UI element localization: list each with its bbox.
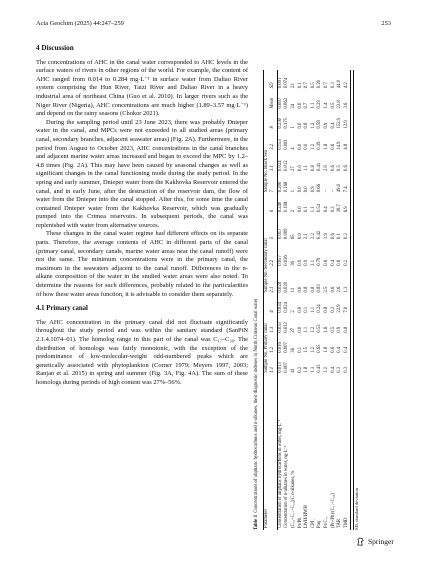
table-cell: 36 <box>290 348 296 353</box>
table-cell: 1 <box>290 126 296 129</box>
table-cell: 2.5 <box>323 286 329 293</box>
table-cell: 12.9 <box>343 120 349 129</box>
text-column <box>36 44 248 388</box>
table-cell: 0.54 <box>317 204 323 213</box>
table-row-parameter: TAR <box>337 519 343 528</box>
table-cell: 4.2 <box>343 82 349 89</box>
table-cell: 0.0 <box>297 186 303 193</box>
table-cell: 1.1 <box>304 326 310 333</box>
table-cell: 1.1 <box>310 206 316 213</box>
table-cell: 0.007 <box>284 342 290 353</box>
discussion-paragraph-1: The concentrations of AHC in the canal water corresponded to AHC levels in the surface waters of rivers in other regions of the world. For example, the content of AHC ranged from 0.014 to 0.284 mg·L⁻¹ in surface water from Daliao River system comprising the Hun River, Taizi River and Daliao River in a heavy industrial area of northeast China (Guo et al. 2010). In larger rivers such as the Niger River (Nigeria), AHC concentrations are much higher (1.89–3.57 mg·L⁻¹) and depend on the rainy seasons (Chokor 2021). <box>36 58 248 118</box>
table-row-parameter: Concentration of n-alkanes in water, ng·L⁻¹ <box>284 445 290 528</box>
table-cell: 1.2 <box>323 366 329 373</box>
table-cell: 0.4 <box>330 366 336 373</box>
table-group-header: Sample No. Black Sea <box>263 150 269 193</box>
discussion-paragraph-3: These changes in the canal water regime had different effects on its separate parts. Therefore, the average contents of AHC in different parts of the canal (primary canal, secondary canals, marine water areas near the canal runoff) were not the same. The minimum concentrations were in the primary canal, the maximum in the seawaters adjacent to the canal runoff. Differences in the n-alkane composition of the water in the studied water areas were also noted. To determine the reasons for such differences, probably related to the particularities of how these water areas function, it is advisable to consider them separately. <box>36 230 248 298</box>
table-cell: 0.6 <box>323 259 329 266</box>
table-cell: 1.2 <box>310 326 316 333</box>
table-cell: 0.29 <box>317 100 323 109</box>
table-column-header: 2.2 <box>270 259 276 266</box>
table-column-header: 1.3 <box>270 326 276 333</box>
table-caption-text: Concentrations of aliphatic hydrocarbons and n-alkanes, their diagnostic indexes in North Crimean Canal water <box>254 298 259 513</box>
table-cell: 0.3 <box>337 366 343 373</box>
table-cell: 0.4 <box>343 346 349 353</box>
table-cell: 7.4 <box>343 186 349 193</box>
table-cell: 0.200 <box>277 181 283 193</box>
table-cell: 0.057 <box>277 255 283 266</box>
table-cell: 0.3 <box>330 82 336 89</box>
section-title: 4 Discussion <box>36 44 74 52</box>
table-cell: 27 <box>290 327 296 333</box>
table-cell: 0.013 <box>277 362 283 373</box>
table-cell: 0.062 <box>284 97 290 109</box>
table-row <box>344 70 351 530</box>
table-cell: 1.3 <box>310 366 316 373</box>
table-cell: 0.8 <box>310 165 316 171</box>
table-cell: 0.8 <box>343 326 349 333</box>
table-cell: 0.7 <box>304 102 310 109</box>
table-row <box>317 70 324 530</box>
table-cell: 1.1 <box>310 259 316 266</box>
table-cell: 39.7 <box>337 204 343 213</box>
table-cell: 2.6 <box>337 286 343 293</box>
table-cell: 0.8 <box>304 286 310 293</box>
table-cell: 0.074 <box>284 77 290 89</box>
table-cell: 41 <box>290 368 296 373</box>
table-cell: 0.8 <box>323 306 329 313</box>
table-cell: 0.4 <box>330 259 336 266</box>
table-group-header-row <box>263 70 270 530</box>
discussion-paragraph-2: During the sampling period until 23 June 2023, there was probably Dnieper water in the canal, and MPCs were not exceeded in all studied areas (primary canal, secondary branches, adjacent seawater areas) (Fig. 2A). Furthermore, in the period from August to October 2023, AHC concentrations in the canal branches and adjacent marine water areas increased and began to exceed the MPC by 1.2–4.8 times (Fig. 2A). This may have been caused by seasonal changes as well as significant changes in the canal functioning mode during the study period. In the spring and early summer, Dnieper water from the Kakhovka Reservoir entered the canal, and in early June, after the destruction of the reservoir dam, the flow of water from the Dnieper into the canal stopped. After this, for some time the canal contained Dnieper water from the Kakhovka Reservoir, which was gradually pumped into the Crimea reservoirs. In subsequent periods, the canal was replenished with water from alternative sources. <box>36 118 248 229</box>
table-cell: 65 <box>290 234 296 240</box>
table-cell: 7.0 <box>343 306 349 313</box>
table-row-parameter: TMD <box>343 517 349 528</box>
rotated-table <box>254 70 392 530</box>
table-cell: 2.0 <box>323 165 329 171</box>
table-row-parameter: Pr/Ph <box>297 517 303 528</box>
table-cell: 0.3 <box>330 306 336 313</box>
table-cell: 1.2 <box>310 346 316 353</box>
table-cell: 0.6 <box>330 143 336 150</box>
table-cell: 0.091 <box>277 77 283 89</box>
table-cell: 0.0 <box>304 143 310 150</box>
table-cell: 0.0 <box>297 286 303 293</box>
table-cell: 0.017 <box>277 228 283 240</box>
table-cell: 0.6 <box>337 259 343 266</box>
table-cell: 1.6 <box>323 326 329 333</box>
table-cell: 0.0 <box>297 102 303 109</box>
table-cell: 0.4 <box>337 346 343 353</box>
table-cell: 0.007 <box>284 362 290 373</box>
table-column-header: 6 <box>270 209 276 213</box>
table-cell: – <box>323 189 329 193</box>
table-column-header: 5 <box>270 236 276 240</box>
table-cell: 1.5 <box>304 346 310 353</box>
table-cell: 4 <box>290 147 296 150</box>
table-cell: 3.6 <box>343 102 349 109</box>
table-row-parameter: (Pr+Ph)/(C₁₇+C₁₈) <box>330 493 336 528</box>
table-cell: 49.0 <box>337 184 343 193</box>
table-cell: 0.52 <box>317 324 323 333</box>
table-cell: 0.9 <box>304 259 310 266</box>
table-column-header: 8 <box>270 126 276 129</box>
table-cell: 0.7 <box>304 82 310 89</box>
table-cell: 0.41 <box>317 162 323 171</box>
publisher-mark <box>356 537 394 546</box>
table-cell: 0.1 <box>304 306 310 313</box>
table-cell: 0.198 <box>284 201 290 213</box>
table-column-header-row <box>270 70 277 530</box>
table-cell: 0.9 <box>323 122 329 129</box>
table-cell: 0.65 <box>317 344 323 353</box>
table-cell: 0.087 <box>277 97 283 109</box>
table-group-header: Sample No. Primary canal <box>263 323 269 373</box>
table-cell: 0.1 <box>304 206 310 213</box>
table-cell: 0.1 <box>297 346 303 353</box>
subsection-title: 4.1 Primary canal <box>36 305 88 313</box>
table-cell: 22.9 <box>337 304 343 313</box>
table-column-header: Mean <box>270 97 276 109</box>
table-cell: 23 <box>290 83 296 89</box>
table-column-header: SD <box>270 82 276 89</box>
table-cell: 0.83 <box>317 284 323 293</box>
table-label: Table 3 <box>254 515 259 530</box>
table-footnote: SD, standard deviation <box>353 70 361 530</box>
table-cell: 24 <box>290 103 296 109</box>
table-cell: 0.0 <box>297 143 303 150</box>
table-cell: 1.1 <box>304 165 310 171</box>
table-cell: 0.58 <box>317 120 323 129</box>
table-column-header: 1.2 <box>270 346 276 353</box>
data-table <box>263 70 352 530</box>
table-cell: 2 <box>290 209 296 213</box>
table-cell: 0.6 <box>330 286 336 293</box>
table-cell: 0.0 <box>297 122 303 129</box>
table-cell: 0.1 <box>337 233 343 240</box>
table-cell: 1.1 <box>310 102 316 109</box>
table-cell: 0.6 <box>330 233 336 240</box>
table-row <box>298 70 305 530</box>
table-cell: 0.5 <box>330 102 336 109</box>
table-row-parameter: Paq <box>317 520 323 528</box>
table-cell: 0.7 <box>323 82 329 89</box>
table-column-header: 1.1 <box>270 366 276 373</box>
table-cell: 0.0 <box>304 186 310 193</box>
table-cell: 0.009 <box>284 228 290 240</box>
table-row <box>311 70 318 530</box>
table-cell: 1.4 <box>323 102 329 109</box>
table-cell: 2.2 <box>310 233 316 240</box>
table-row-parameter: CPI₁ <box>310 519 316 528</box>
table-cell: 0.20 <box>317 79 323 89</box>
table-cell: 0.2 <box>297 366 303 373</box>
table-row-parameter: LWH/HWH <box>304 505 310 528</box>
table-caption <box>254 70 261 530</box>
table-cell: 1.1 <box>310 306 316 313</box>
table-column-header: 7 <box>270 189 276 193</box>
table-cell: 0.5 <box>337 165 343 171</box>
table-cell: 0.081 <box>284 139 290 150</box>
table-cell: 13 <box>290 287 296 293</box>
table-cell: 0.5 <box>310 82 316 89</box>
table-cell: 2.1 <box>304 233 310 240</box>
table-cell: 0.43 <box>317 364 323 373</box>
table-cell: 0.39 <box>317 141 323 150</box>
table-cell: 0.0 <box>297 233 303 240</box>
table-cell: 0.5 <box>330 326 336 333</box>
table-cell: 1.8 <box>304 366 310 373</box>
table-cell: 0.1 <box>297 82 303 89</box>
journal-citation: Acta Geochim (2025) 44:247–259 <box>36 20 124 27</box>
table-cell: 0.0 <box>297 326 303 333</box>
table-cell: 0.0 <box>297 306 303 313</box>
table-cell: 0.036 <box>284 255 290 266</box>
table-cell: – <box>330 189 336 193</box>
table-cell: 0.175 <box>284 117 290 129</box>
table-cell: 1.8 <box>323 143 329 150</box>
table-cell: 0.012 <box>284 160 290 171</box>
table-cell: 0.0 <box>297 206 303 213</box>
table-cell: 0.168 <box>284 181 290 193</box>
table-cell: 0.8 <box>304 122 310 129</box>
table-column-header: 3.1 <box>270 165 276 171</box>
table-row <box>304 70 311 530</box>
table-row <box>324 70 331 530</box>
table-row <box>337 70 344 530</box>
table-cell: 0.6 <box>343 165 349 171</box>
table-cell: 1.8 <box>323 346 329 353</box>
table-column-header: 2.1 <box>270 286 276 293</box>
table-group-header <box>263 194 270 214</box>
table-row-parameter: Concentration of aliphatic hydrocarbons in water, mg·L⁻¹ <box>277 419 283 528</box>
table-cell: 0.66 <box>317 184 323 193</box>
publisher-name: Springer <box>368 537 394 546</box>
page-number: 253 <box>381 20 391 27</box>
table-column-header: 3.2 <box>270 143 276 150</box>
table-cell: 1.3 <box>343 286 349 293</box>
table-row <box>291 70 298 530</box>
table-cell: 0.6 <box>330 165 336 171</box>
table-cell: 27 <box>290 166 296 171</box>
table-cell: 0.0 <box>297 165 303 171</box>
table-cell: 0.0 <box>297 259 303 266</box>
table-row-parameter: (C₁₅+C₁₇+C₁₉)/C n-alkanes, % <box>290 470 296 528</box>
table-cell: 0.79 <box>317 257 323 266</box>
table-column-header: 4 <box>270 310 276 313</box>
table-cell: 1 <box>290 189 296 193</box>
parameter-header: Parameter <box>263 509 269 528</box>
table-cell: 44.0 <box>337 79 343 89</box>
table-cell: 36 <box>290 261 296 266</box>
table-cell: 23.8 <box>337 100 343 109</box>
table-row-parameter: Pr/C₁₇ <box>323 516 329 528</box>
parameter-header-spacer <box>270 375 277 530</box>
table-cell: 2 <box>290 310 296 313</box>
primary-canal-paragraph: The AHC concentration in the primary canal did not fluctuate significantly throughout the study period and was within the sanitary standard (SanPiN 2.1.4.1074–01). The homolog range in this part of the canal was C₁₇–C₃₉. The distribution of homologs was fairly monotonic, with the exception of the predominance of low-molecular-weight odd-numbered peaks which are genetically associated with phytoplankton (Corner 1979; Meyers 1997, 2003; Ranjan et al. 2015) in spring and summer (Fig. 3A, Fig. 4A). The sum of these homologs during periods of high content was 27%–56%. <box>36 318 248 386</box>
table-group-header <box>263 90 270 130</box>
table-cell: 1.9 <box>323 233 329 240</box>
table-row <box>284 70 291 530</box>
table-cell: 0.028 <box>277 281 283 293</box>
table-cell: 0.6 <box>330 346 336 353</box>
table-cell: 0.9 <box>337 326 343 333</box>
table-cell: 0.3 <box>330 206 336 213</box>
springer-horse-icon <box>356 537 365 546</box>
table-cell: 0.020 <box>284 281 290 293</box>
table-cell: 0.240 <box>277 201 283 213</box>
table-cell: 0.24 <box>317 304 323 313</box>
table-cell: 0.3 <box>343 366 349 373</box>
table-cell: 1.2 <box>310 122 316 129</box>
table-body <box>277 70 351 530</box>
table-cell: 0.8 <box>310 286 316 293</box>
table-cell: 0.2 <box>343 259 349 266</box>
table-cell: 0.2 <box>343 233 349 240</box>
table-cell: 14.9 <box>337 141 343 150</box>
table-cell: 0.012 <box>284 322 290 333</box>
table-cell: 0.4 <box>323 206 329 213</box>
table-cell: 1.2 <box>310 143 316 150</box>
table-cell: 4.8 <box>343 143 349 150</box>
table-cell: 152.9 <box>337 117 343 129</box>
table-group-header: Sample No. Secondary canal <box>263 238 269 293</box>
table-cell: 0.42 <box>317 230 323 240</box>
table-cell: 0.024 <box>284 302 290 313</box>
table-cell: 0.034 <box>277 302 283 313</box>
table-cell: 0.230 <box>277 117 283 129</box>
table-cell: 0.024 <box>277 160 283 171</box>
running-header <box>36 20 391 30</box>
table-cell: 0.4 <box>330 122 336 129</box>
table-cell: 6.9 <box>343 206 349 213</box>
table-cell: 0.9 <box>310 186 316 193</box>
table-row <box>331 70 338 530</box>
table-cell: 0.153 <box>277 139 283 150</box>
table-cell: 0.033 <box>277 322 283 333</box>
table-cell: 0.016 <box>277 342 283 353</box>
